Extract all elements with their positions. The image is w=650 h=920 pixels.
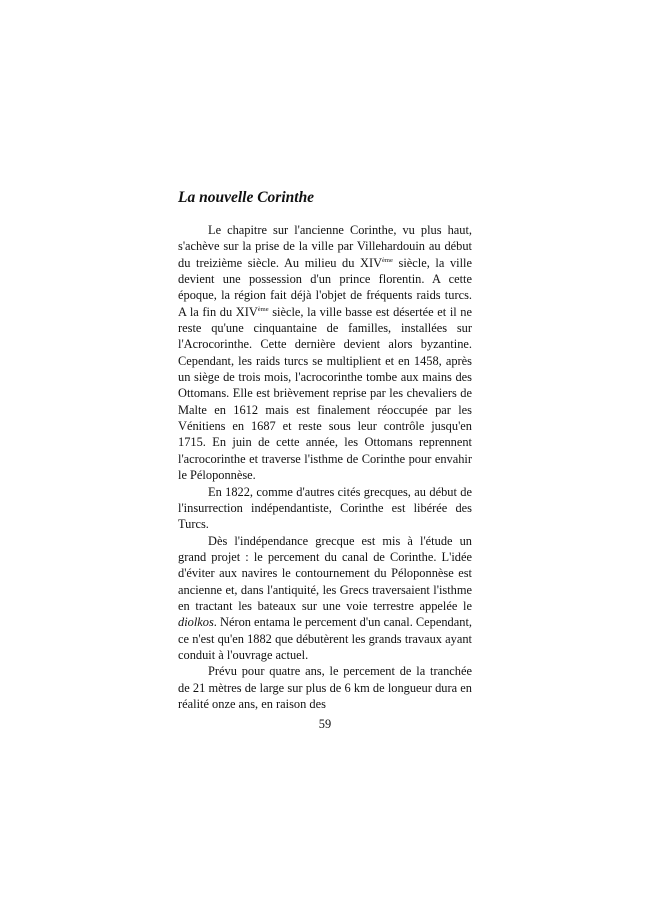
page-number: 59 (318, 717, 332, 731)
diolkos-term: diolkos (178, 615, 214, 630)
chapter-title: La nouvelle Corinthe (178, 189, 315, 206)
paragraph-history-part-2: siècle, la ville devient une possession d'un prince florentin. A cette époque, la région fait déjà l'objet de fréquents raids turcs. A la fin du XIV (178, 255, 473, 319)
paragraph-history-part-3: siècle, la ville basse est désertée et il ne reste qu'une cinquantaine de familles, installées sur l'Acrocorinthe. Cette dernière devient alors byzantine. Cependant, les raids turcs se multiplient et en 1458, après un siège de trois mois, l'acrocorinthe tombe aux mains des Ottomans. Elle est brièvement reprise par les chevaliers de Malte en 1612 mais est finalement réoccupée par les Vénitiens en 1687 et reste sous leur contrôle jusqu'en 1715. En juin de cette année, les Ottomans reprennent l'acrocorinthe et traverse l'isthme de Corinthe pour envahir le Péloponnèse. (178, 304, 473, 483)
paragraph-construction: Prévu pour quatre ans, le percement de la tranchée de 21 mètres de large sur plus de 6 km de longueur dura en réalité onze ans, en raison des (178, 664, 472, 711)
superscript-eme-1: ème (382, 256, 393, 264)
paragraph-canal-part-1: Dès l'indépendance grecque est mis à l'étude un grand projet : le percement du canal de Corinthe. L'idée d'éviter aux navires le contournement du Péloponnèse est ancienne et, dans l'antiquité, les Grecs traversaient l'isthme en tractant les bateaux sur une voie terrestre appelée le (178, 533, 472, 613)
superscript-eme-2: ème (257, 305, 269, 313)
paragraph-history-part-1: Le chapitre sur l'ancienne Corinthe, vu plus haut, s'achève sur la prise de la ville par Villehardouin au début du treizième siècle. Au milieu du XIV (178, 223, 472, 270)
paragraph-canal-part-2: . Néron entama le percement d'un canal. Cependant, ce n'est qu'en 1882 que débutèrent les grands travaux ayant conduit à l'ouvrage actuel. (178, 615, 472, 662)
paragraph-canal-project (178, 533, 472, 664)
paragraph-history (178, 222, 472, 484)
paragraph-liberation: En 1822, comme d'autres cités grecques, au début de l'insurrection indépendantiste, Corinthe est libérée des Turcs. (178, 484, 472, 532)
page-content (178, 188, 472, 712)
